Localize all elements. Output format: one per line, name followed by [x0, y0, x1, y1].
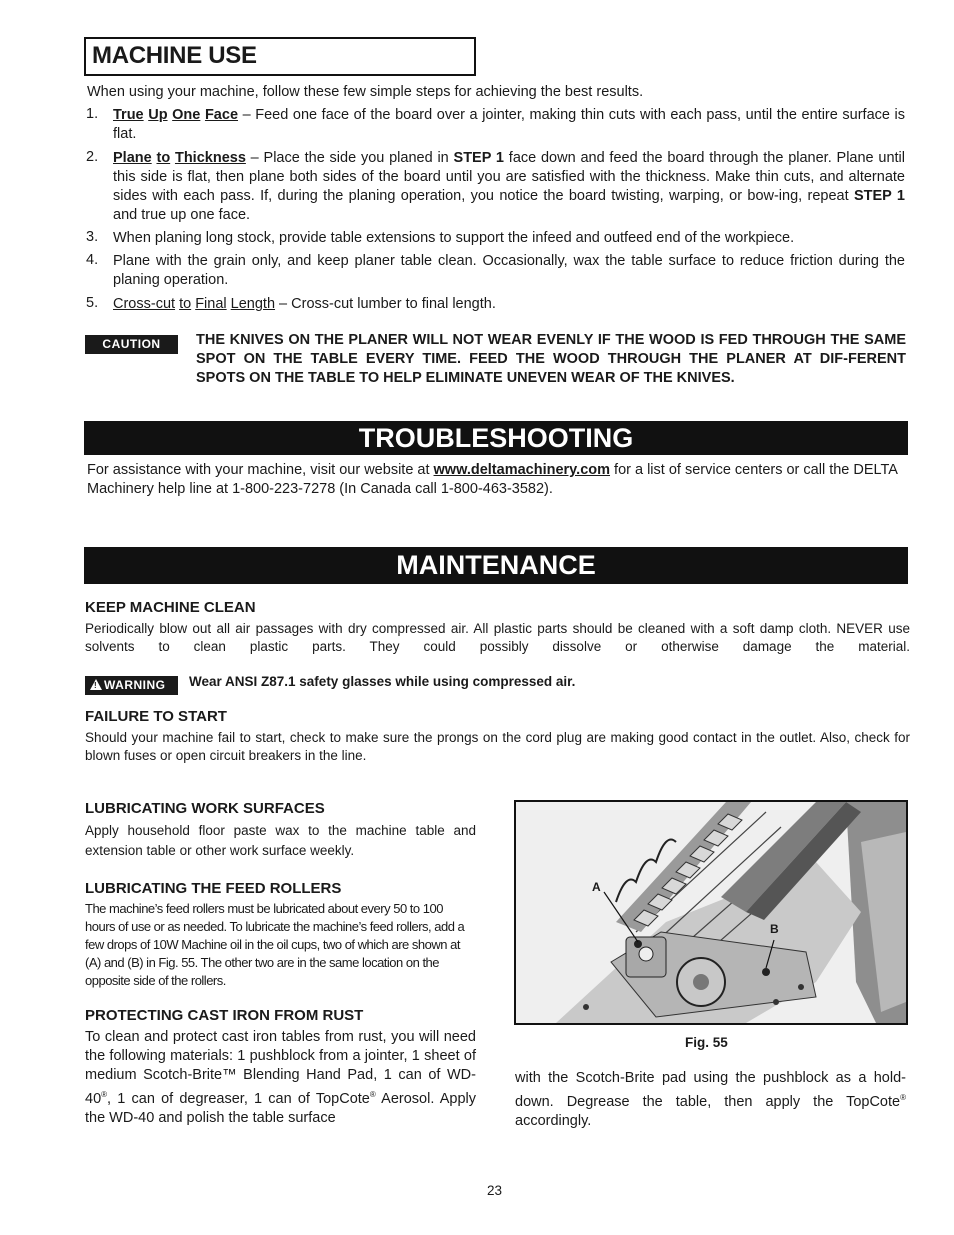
machine-use-intro: When using your machine, follow these few simple steps for achieving the best results. [87, 84, 644, 100]
step-3-number: 3. [86, 229, 99, 245]
step-5-number: 5. [86, 295, 99, 311]
step-4-number: 4. [86, 252, 99, 268]
rust-text-continued [515, 1069, 906, 1131]
rust-text-c: Aerosol. Apply the WD-40 and polish the table surface [85, 1090, 477, 1126]
rust-text-b: , 1 can of degreaser, 1 can of TopCote [107, 1090, 370, 1107]
website-link[interactable]: www.deltamachinery.com [433, 462, 611, 478]
troubleshooting-text-a: For assistance with your machine, visit our website at [87, 462, 434, 478]
step-2-number: 2. [86, 149, 99, 165]
callout-a: A [592, 880, 601, 894]
rust-text-a: To clean and protect cast iron tables from rust, you will need the following materials: 1 pushblock from a jointer, 1 sheet of medium Scotch-Brite™ Blending Hand Pad, 1 can of WD-40 [85, 1029, 476, 1107]
step-5-title-word: to [179, 296, 192, 312]
step-2-title-word: to [156, 150, 171, 166]
registered-mark: ® [900, 1093, 906, 1102]
step-5-title-word: Final [195, 296, 227, 312]
warning-badge [85, 676, 178, 695]
fig-55-caption: Fig. 55 [685, 1035, 728, 1050]
step-2-body-c: and true up one face. [113, 207, 251, 223]
rust-cont-a: with the Scotch-Brite pad using the pushblock as a hold-down. Degrease the table, then apply the TopCote [515, 1070, 906, 1110]
step-2-body-b: face down and feed the board through the planer. Plane until this side is flat, then plane both sides of the board until you are satisfied with the thickness. Make thin cuts, and alternate sides with each pass. If, during the planing operation, you notice the board twisting, warping, or bow-ing, repeat [113, 150, 905, 204]
troubleshooting-text [87, 461, 905, 499]
step-1-title-word: One [172, 107, 201, 123]
warning-text: Wear ANSI Z87.1 safety glasses while using compressed air. [189, 674, 576, 689]
lub-rollers-text: The machine’s feed rollers must be lubricated about every 50 to 100 hours of use or as needed. To lubricate the machine’s feed rollers, add a few drops of 10W Machine oil in the oil cups, two of which are shown at (A) and (B) in Fig. 55. The other two are in the same location on the opposite side of the rollers. [85, 901, 465, 988]
planer-photo-illustration [516, 802, 906, 1023]
step-3-text: When planing long stock, provide table extensions to support the infeed and outfeed end of the workpiece. [113, 230, 795, 246]
caution-badge: CAUTION [85, 335, 178, 354]
rust-text [85, 1028, 476, 1128]
registered-mark: ® [101, 1090, 108, 1099]
step-2-body-a: – Place the side you planed in [245, 150, 454, 166]
step-2-title-word: Thickness [174, 150, 246, 166]
step-2-step-ref: STEP 1 [453, 150, 504, 166]
page-number: 23 [487, 1183, 503, 1198]
step-1-text [113, 106, 905, 144]
fig-55-photo [514, 800, 908, 1025]
step-2-text [113, 149, 905, 225]
exclamation-icon: ! [94, 681, 98, 690]
rust-cont-b: accordingly. [515, 1112, 592, 1129]
lub-surfaces-text: Apply household floor paste wax to the machine table and extension table or other work surface weekly. [85, 823, 476, 858]
lub-surfaces-heading: LUBRICATING WORK SURFACES [85, 800, 325, 817]
rust-heading: PROTECTING CAST IRON FROM RUST [85, 1007, 364, 1024]
maintenance-title: MAINTENANCE [84, 547, 908, 584]
step-1-title-word: Up [148, 107, 168, 123]
step-5-title-word: Cross-cut [113, 296, 176, 312]
failure-text: Should your machine fail to start, check to make sure the prongs on the cord plug are making good contact in the outlet. Also, check for blown fuses or open circuit breakers in the line. [85, 730, 910, 763]
step-5-body: – Cross-cut lumber to final length. [275, 296, 496, 312]
callout-b: B [770, 922, 779, 936]
step-5-text [113, 295, 905, 314]
troubleshooting-text-b: for a list of service centers or call the DELTA Machinery help line at 1-800-223-7278 (In Canada call 1-800-463-3582). [87, 462, 898, 497]
caution-text: THE KNIVES ON THE PLANER WILL NOT WEAR EVENLY IF THE WOOD IS FED THROUGH THE SAME SPOT ON THE TABLE EVERY TIME. FEED THE WOOD THROUGH THE PLANER AT DIF-FERENT SPOTS ON THE TABLE TO HELP ELIMINATE UNEVEN WEAR OF THE KNIVES. [196, 332, 906, 386]
failure-heading: FAILURE TO START [85, 708, 227, 725]
step-1-title-word: Face [204, 107, 239, 123]
troubleshooting-title: TROUBLESHOOTING [84, 421, 908, 455]
step-1-title-word: True [113, 107, 144, 123]
keep-clean-heading: KEEP MACHINE CLEAN [85, 599, 256, 616]
step-1-number: 1. [86, 106, 99, 122]
warning-label: WARNING [104, 678, 166, 692]
step-5-title-word: Length [230, 296, 276, 312]
lub-rollers-heading: LUBRICATING THE FEED ROLLERS [85, 880, 342, 897]
step-4-text: Plane with the grain only, and keep planer table clean. Occasionally, wax the table surface to reduce friction during the planing operation. [113, 253, 905, 288]
machine-use-title: MACHINE USE [92, 42, 257, 69]
step-2-step-ref-2: STEP 1 [853, 188, 905, 204]
step-1-body: – Feed one face of the board over a jointer, making thin cuts with each pass, until the entire surface is flat. [113, 107, 906, 142]
step-2-title-word: Plane [113, 150, 152, 166]
registered-mark: ® [369, 1090, 376, 1099]
keep-clean-text: Periodically blow out all air passages with dry compressed air. All plastic parts should be cleaned with a soft damp cloth. NEVER use solvents to clean plastic parts. They could possibly dissolve or otherwise damage the material. [85, 621, 910, 654]
